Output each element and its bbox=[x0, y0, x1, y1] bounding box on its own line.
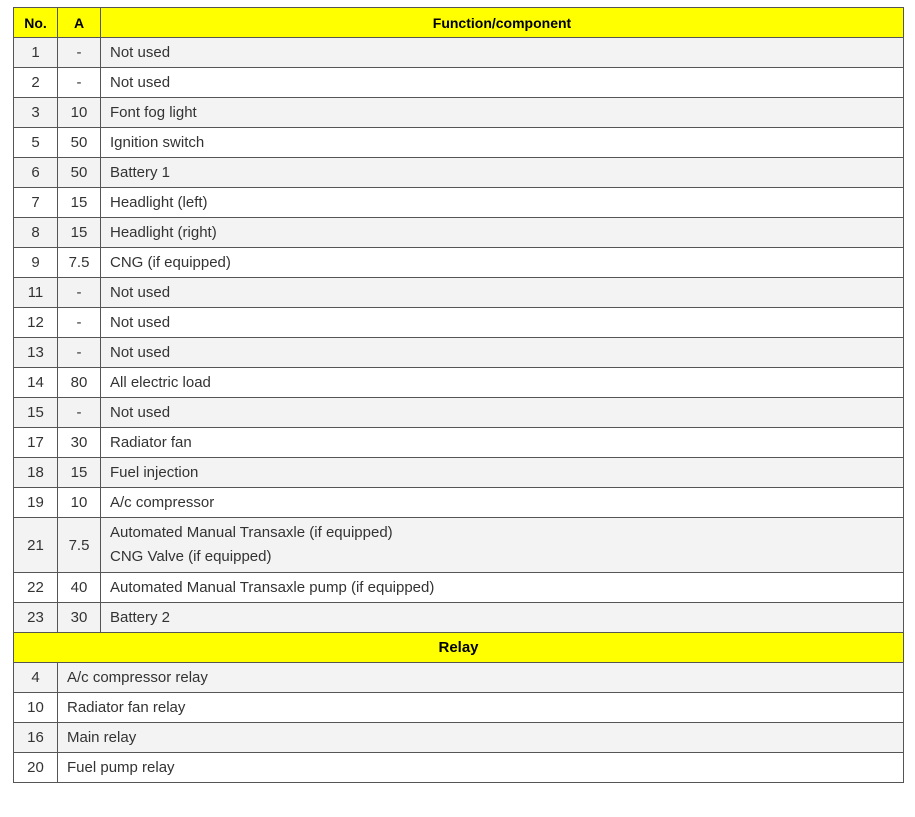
relay-number: 16 bbox=[14, 723, 58, 753]
table-row bbox=[14, 38, 904, 68]
relay-function: Main relay bbox=[58, 723, 904, 753]
function-line: Not used bbox=[110, 43, 171, 61]
relay-row bbox=[14, 723, 904, 753]
function-line: Headlight (left) bbox=[110, 193, 208, 211]
fuse-number: 9 bbox=[14, 248, 58, 278]
fuse-function bbox=[101, 603, 904, 633]
relay-function: Fuel pump relay bbox=[58, 753, 904, 783]
fuse-amperage: 15 bbox=[58, 218, 101, 248]
relay-row bbox=[14, 663, 904, 693]
table-row bbox=[14, 158, 904, 188]
table-row bbox=[14, 68, 904, 98]
table-row bbox=[14, 308, 904, 338]
table-row bbox=[14, 428, 904, 458]
fuse-amperage: 10 bbox=[58, 98, 101, 128]
fuse-number: 12 bbox=[14, 308, 58, 338]
function-line: All electric load bbox=[110, 373, 211, 391]
function-line: A/c compressor bbox=[110, 493, 215, 511]
function-line: Font fog light bbox=[110, 103, 197, 121]
function-line: CNG (if equipped) bbox=[110, 253, 231, 271]
table-row bbox=[14, 488, 904, 518]
table-row bbox=[14, 248, 904, 278]
function-line: Automated Manual Transaxle (if equipped) bbox=[110, 524, 393, 541]
fuse-function bbox=[101, 248, 904, 278]
fuse-amperage: 50 bbox=[58, 158, 101, 188]
table-row bbox=[14, 458, 904, 488]
header-row bbox=[14, 8, 904, 38]
relay-number: 4 bbox=[14, 663, 58, 693]
relay-header: Relay bbox=[14, 633, 904, 663]
relay-number: 20 bbox=[14, 753, 58, 783]
fuse-number: 19 bbox=[14, 488, 58, 518]
fuse-number: 21 bbox=[14, 518, 58, 573]
fuse-function bbox=[101, 158, 904, 188]
relay-section bbox=[14, 633, 904, 663]
function-line: Automated Manual Transaxle pump (if equipped) bbox=[110, 578, 435, 596]
relay-function: A/c compressor relay bbox=[58, 663, 904, 693]
fuse-function bbox=[101, 458, 904, 488]
fuse-amperage: 30 bbox=[58, 603, 101, 633]
fuse-amperage: - bbox=[58, 38, 101, 68]
fuse-function bbox=[101, 308, 904, 338]
fuse-function bbox=[101, 38, 904, 68]
function-line: Not used bbox=[110, 343, 171, 361]
fuse-number: 17 bbox=[14, 428, 58, 458]
fuse-number: 3 bbox=[14, 98, 58, 128]
fuse-amperage: 80 bbox=[58, 368, 101, 398]
fuse-function bbox=[101, 278, 904, 308]
header-no: No. bbox=[14, 8, 58, 38]
function-line: CNG Valve (if equipped) bbox=[110, 548, 272, 565]
table-row bbox=[14, 188, 904, 218]
function-line: Not used bbox=[110, 73, 171, 91]
fuse-amperage: - bbox=[58, 68, 101, 98]
table-row bbox=[14, 98, 904, 128]
fuse-amperage: - bbox=[58, 308, 101, 338]
fuse-function bbox=[101, 98, 904, 128]
fuse-function bbox=[101, 428, 904, 458]
table-row bbox=[14, 573, 904, 603]
fuse-amperage: 10 bbox=[58, 488, 101, 518]
function-line: Not used bbox=[110, 313, 171, 331]
table-row bbox=[14, 603, 904, 633]
relay-number: 10 bbox=[14, 693, 58, 723]
relay-function: Radiator fan relay bbox=[58, 693, 904, 723]
fuse-number: 23 bbox=[14, 603, 58, 633]
fuse-function bbox=[101, 573, 904, 603]
function-line: Battery 1 bbox=[110, 163, 171, 181]
fuse-amperage: - bbox=[58, 278, 101, 308]
table-row bbox=[14, 398, 904, 428]
fuse-rows bbox=[14, 38, 904, 633]
fuse-number: 6 bbox=[14, 158, 58, 188]
fuse-amperage: 7.5 bbox=[58, 248, 101, 278]
fuse-number: 1 bbox=[14, 38, 58, 68]
function-line: Ignition switch bbox=[110, 133, 205, 151]
function-line: Fuel injection bbox=[110, 463, 199, 481]
table-row bbox=[14, 278, 904, 308]
fuse-function bbox=[101, 398, 904, 428]
fuse-function bbox=[101, 338, 904, 368]
fuse-amperage: 40 bbox=[58, 573, 101, 603]
fuse-function bbox=[101, 128, 904, 158]
table-row bbox=[14, 368, 904, 398]
function-line: Battery 2 bbox=[110, 608, 171, 626]
function-line: Headlight (right) bbox=[110, 223, 217, 241]
fuse-number: 14 bbox=[14, 368, 58, 398]
fuse-amperage: 30 bbox=[58, 428, 101, 458]
fuse-number: 22 bbox=[14, 573, 58, 603]
fuse-number: 13 bbox=[14, 338, 58, 368]
fuse-amperage: - bbox=[58, 398, 101, 428]
fuse-number: 8 bbox=[14, 218, 58, 248]
function-line: Not used bbox=[110, 403, 171, 421]
relay-row bbox=[14, 753, 904, 783]
fuse-amperage: 7.5 bbox=[58, 518, 101, 573]
relay-rows bbox=[14, 663, 904, 783]
relay-row bbox=[14, 693, 904, 723]
fuse-amperage: - bbox=[58, 338, 101, 368]
fuse-function bbox=[101, 488, 904, 518]
table-row bbox=[14, 218, 904, 248]
relay-header-row bbox=[14, 633, 904, 663]
header-amp: A bbox=[58, 8, 101, 38]
fuse-function bbox=[101, 518, 904, 573]
fuse-amperage: 15 bbox=[58, 188, 101, 218]
fuse-number: 5 bbox=[14, 128, 58, 158]
fuse-function bbox=[101, 218, 904, 248]
fuse-amperage: 15 bbox=[58, 458, 101, 488]
function-line: Not used bbox=[110, 283, 171, 301]
fuse-number: 15 bbox=[14, 398, 58, 428]
fuse-amperage: 50 bbox=[58, 128, 101, 158]
fuse-number: 18 bbox=[14, 458, 58, 488]
fuse-table bbox=[13, 7, 904, 783]
fuse-function bbox=[101, 68, 904, 98]
fuse-function bbox=[101, 188, 904, 218]
table-row bbox=[14, 128, 904, 158]
function-line: Radiator fan bbox=[110, 433, 192, 451]
fuse-function bbox=[101, 368, 904, 398]
table-row bbox=[14, 338, 904, 368]
table-row bbox=[14, 518, 904, 573]
fuse-number: 7 bbox=[14, 188, 58, 218]
header-function: Function/component bbox=[101, 8, 904, 38]
fuse-number: 2 bbox=[14, 68, 58, 98]
fuse-number: 11 bbox=[14, 278, 58, 308]
